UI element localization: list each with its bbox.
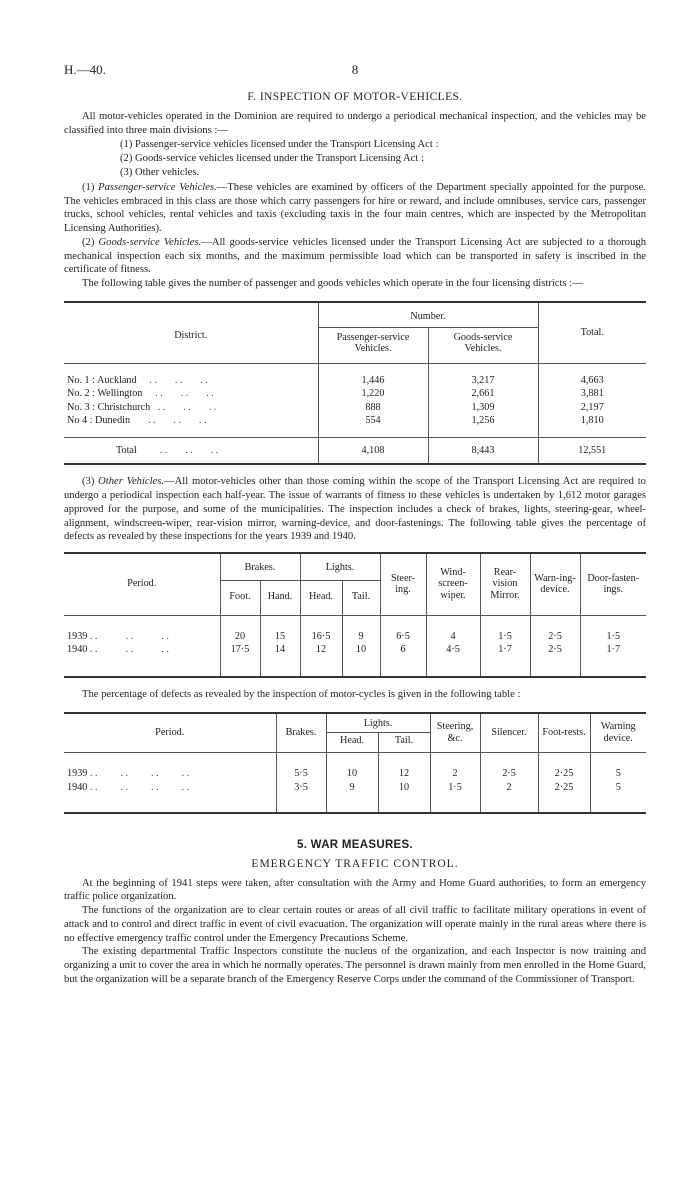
col-door-fastenings: Door-fasten-ings. [580,553,646,615]
page-reference: H.—40. [64,62,106,77]
cell-total: 3,881 [538,387,646,400]
cell-passenger: 888 [318,401,428,414]
war-paragraph-2: The functions of the organization are to clear certain routes or areas of all civil traffic to facilitate military operations in event of attack and to control and direct traffic in event of civil evacuation. The organization will operate mainly in the rural areas where there is no effective emergency traffic control under the Emergency Precautions Scheme. [64,905,646,944]
col-period: Period. [127,578,157,590]
table-row: 1939 . . . . . . 20 15 16·5 9 6·5 4 1·5 2·5 1·5 [64,630,646,643]
page-number: 8 [351,62,359,77]
cell-goods: 3,217 [428,374,538,387]
section-f-title: F. INSPECTION OF MOTOR-VEHICLES. [247,91,463,103]
para-label: (2) [82,236,99,248]
col-head: Head. [326,732,378,753]
cell-hand: 14 [260,643,300,656]
emergency-traffic-control-subtitle: EMERGENCY TRAFFIC CONTROL. [251,857,459,870]
cell-goods-total: 8,443 [428,438,538,465]
cell-period: 1940 [67,781,88,793]
section-f-intro: All motor-vehicles operated in the Dominion are required to undergo a periodical mechanical inspection, and the vehicles may be classified into three main divisions :— [64,110,646,136]
col-warning-device: Warn-ing-device. [530,553,580,615]
cell-grand-total: 12,551 [538,438,646,465]
cell-warning: 5 [590,781,646,794]
goods-service-paragraph [64,236,646,277]
table-header-row [64,553,646,580]
cell-district: No. 2 : Wellington [67,388,143,400]
class-item: (1) Passenger-service vehicles licensed under the Transport Licensing Act : [120,139,439,151]
cell-total: 4,663 [538,374,646,387]
col-silencer: Silencer. [480,713,538,753]
cell-foot-rests: 2·25 [538,781,590,794]
cell-period: 1939 [67,630,88,642]
cell-district: No. 1 : Auckland [67,375,137,387]
col-tail: Tail. [378,732,430,753]
col-lights: Lights. [326,713,430,732]
col-rear-vision-mirror: Rear-vision Mirror. [480,553,530,615]
cell-silencer: 2 [480,781,538,794]
cell-passenger: 1,446 [318,374,428,387]
class-item: (3) Other vehicles. [120,167,200,178]
para-italic-heading: Other Vehicles. [98,476,165,488]
cell-head: 10 [326,767,378,780]
para-label: (3) [82,476,99,488]
col-brakes: Brakes. [220,553,300,580]
cell-door: 1·5 [580,630,646,643]
cell-brakes: 5·5 [276,767,326,780]
col-tail: Tail. [342,580,380,615]
cell-mirror: 1·7 [480,643,530,656]
col-period: Period. [155,727,185,739]
war-paragraph-3: The existing departmental Traffic Inspectors constitute the nucleus of the organization, and each Inspector is now training and organizing a unit to cover the area in which he normally operates. The personnel is drawn mainly from men enrolled in the Home Guard, but the organization will be a separate branch of the Emergency Reserve Corps under the command of the Commissioner of Transport. [64,946,646,985]
cell-steering: 2 [430,767,480,780]
para-text: —All goods-service vehicles licensed under the Transport Licensing Act are subjected to a thorough mechanical inspection each six months, and the maximum permissible load which can be transported in safety is inscribed in the certificate of fitness. [64,236,646,276]
cell-total: 1,810 [538,414,646,427]
table-row: 1939 . . . . . . . . 5·5 10 12 2 2·5 2·25 5 [64,767,646,780]
document-page [64,58,646,987]
col-lights: Lights. [300,553,380,580]
page-header [64,58,646,78]
cell-goods: 1,256 [428,414,538,427]
vehicle-classes-list [120,138,646,179]
cell-wiper: 4 [426,630,480,643]
cell-district: No. 3 : Christchurch [67,401,151,413]
table-row: 1940 . . . . . . 17·5 14 12 10 6 4·5 1·7 2·5 1·7 [64,643,646,656]
cell-hand: 15 [260,630,300,643]
cell-head: 9 [326,781,378,794]
para-text: —All motor-vehicles other than those coming within the scope of the Transport Licensing Act are required to undergo a periodical inspection each half-year. The issue of warrants of fitness to these vehicles is undertaken by 1,612 motor garages approved for the purpose, and some of the municipalities. The inspection includes a check of brakes, lights, steering-gear, wheel-alignment, windscreen-wiper, rear-vision mirror, warning-device, and door-fastenings. The following table gives the percentage of defects as revealed by these inspections for the years 1939 and 1940. [64,476,646,543]
other-vehicles-paragraph [64,475,646,544]
table-header-row [64,302,646,327]
cell-goods: 1,309 [428,401,538,414]
cell-tail: 9 [342,630,380,643]
cell-period: 1940 [67,643,88,655]
cell-mirror: 1·5 [480,630,530,643]
cell-brakes: 3·5 [276,781,326,794]
cell-steering: 1·5 [430,781,480,794]
war-measures-title: 5. WAR MEASURES. [297,838,413,851]
table-total-row: Total . . . . . . 4,108 8,443 12,551 [64,438,646,465]
table-header-row [64,713,646,732]
cell-warning: 5 [590,767,646,780]
cell-tail: 12 [378,767,430,780]
cell-steering: 6·5 [380,630,426,643]
cell-foot: 17·5 [220,643,260,656]
cell-head: 16·5 [300,630,342,643]
cell-passenger-total: 4,108 [318,438,428,465]
cell-passenger: 554 [318,414,428,427]
passenger-service-paragraph [64,181,646,236]
col-district: District. [174,330,208,342]
col-goods: Goods-service Vehicles. [428,327,538,363]
col-hand: Hand. [260,580,300,615]
cell-steering: 6 [380,643,426,656]
col-number: Number. [318,302,538,327]
cell-foot-rests: 2·25 [538,767,590,780]
cell-tail: 10 [378,781,430,794]
col-steering: Steer-ing. [380,553,426,615]
cell-tail: 10 [342,643,380,656]
table-row: No 4 : Dunedin . . . . . . 554 1,256 1,810 [64,414,646,427]
motor-cycle-defects-table [64,712,646,814]
para-text: —These vehicles are examined by officers of the Department specially appointed for the purpose. The vehicles embraced in this class are those which carry passengers for hire or reward, and include omnibuses, service cars, passenger trucks, school vehicles, rental vehicles and taxis (excluding taxis in the four main centres, which are inspected by the Metropolitan Licensing Authorities). [64,181,647,235]
col-foot: Foot. [220,580,260,615]
cell-silencer: 2·5 [480,767,538,780]
col-foot-rests: Foot-rests. [538,713,590,753]
cell-passenger: 1,220 [318,387,428,400]
para-label: (1) [82,181,99,193]
para-italic-heading: Passenger-service Vehicles. [98,181,217,193]
col-warning-device: Warning device. [590,713,646,753]
licensing-districts-table [64,301,646,465]
para-italic-heading: Goods-service Vehicles. [98,236,202,248]
col-steering: Steering, &c. [430,713,480,753]
vehicle-defects-table [64,552,646,678]
col-windscreen-wiper: Wind-screen-wiper. [426,553,480,615]
cell-wiper: 4·5 [426,643,480,656]
cell-total-label: Total [116,445,137,457]
cell-goods: 2,661 [428,387,538,400]
table-row: 1940 . . . . . . . . 3·5 9 10 1·5 2 2·25 5 [64,781,646,794]
class-item: (2) Goods-service vehicles licensed under the Transport Licensing Act : [120,153,424,165]
table-row: No. 1 : Auckland . . . . . . 1,446 3,217 4,663 [64,374,646,387]
table-intro-paragraph: The following table gives the number of passenger and goods vehicles which operate in the four licensing districts :— [82,278,583,290]
table-row: No. 3 : Christchurch . . . . . . 888 1,309 2,197 [64,401,646,414]
col-passenger: Passenger-service Vehicles. [318,327,428,363]
cell-warning: 2·5 [530,630,580,643]
cell-warning: 2·5 [530,643,580,656]
cell-district: No 4 : Dunedin [67,414,131,426]
col-total: Total. [538,302,646,364]
cell-head: 12 [300,643,342,656]
cell-total: 2,197 [538,401,646,414]
col-head: Head. [300,580,342,615]
table-row: No. 2 : Wellington . . . . . . 1,220 2,661 3,881 [64,387,646,400]
cell-period: 1939 [67,768,88,780]
war-paragraph-1: At the beginning of 1941 steps were taken, after consultation with the Army and Home Guard authorities, to form an emergency traffic police organization. [64,877,646,903]
cell-door: 1·7 [580,643,646,656]
cell-foot: 20 [220,630,260,643]
col-brakes: Brakes. [276,713,326,753]
motor-cycles-paragraph: The percentage of defects as revealed by the inspection of motor-cycles is given in the following table : [82,689,521,701]
